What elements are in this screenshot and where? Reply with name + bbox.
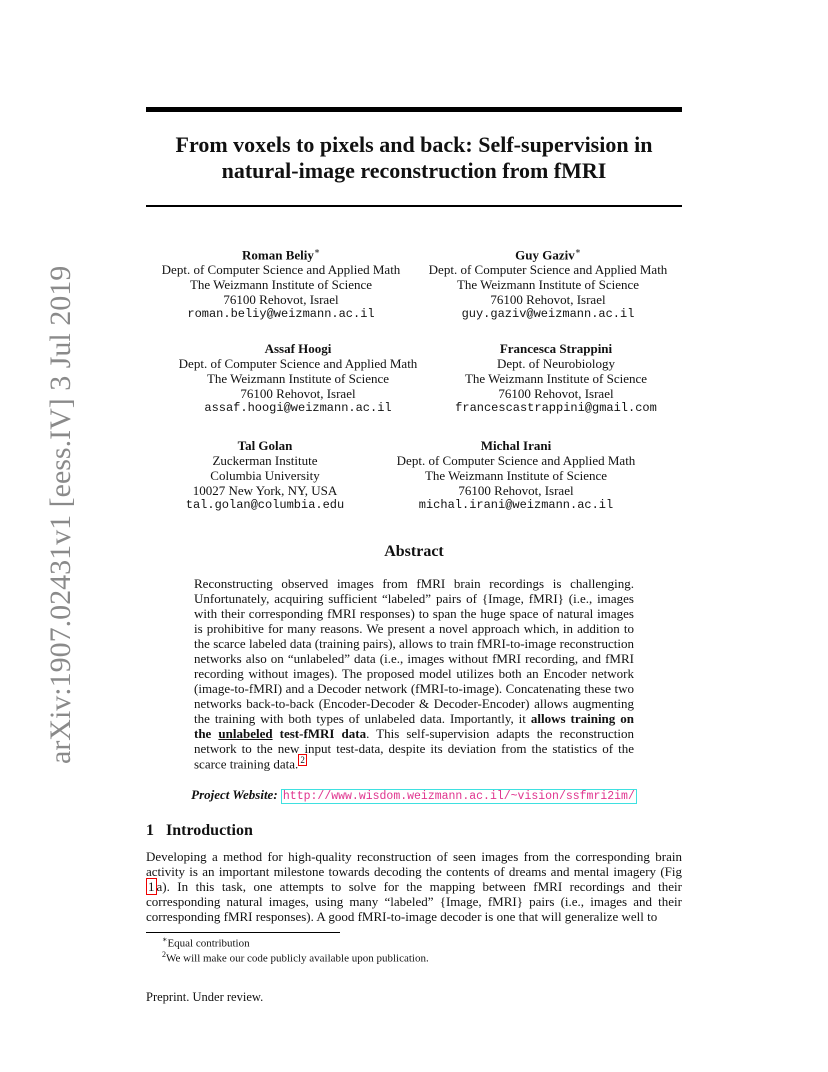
author-affiliation: Dept. of Computer Science and Applied Math xyxy=(178,356,418,371)
author-address: 76100 Rehovot, Israel xyxy=(498,386,614,401)
author-block xyxy=(172,341,424,416)
author-email: roman.beliy@weizmann.ac.il xyxy=(187,307,375,322)
author-address: 76100 Rehovot, Israel xyxy=(240,386,356,401)
website-label: Project Website: xyxy=(191,787,278,802)
author-email: guy.gaziv@weizmann.ac.il xyxy=(461,307,635,322)
footnote-rule xyxy=(146,932,340,933)
author-address: 76100 Rehovot, Israel xyxy=(223,292,339,308)
author-affiliation: Dept. of Computer Science and Applied Math xyxy=(161,262,401,278)
intro-paragraph: Developing a method for high-quality reconstruction of seen images from the corresponding brain activity is an important milestone towards decoding the contents of dreams and mental imagery (Fig 1 a). In this task, one attempts to solve for the mapping between fMRI recordings and their corresponding natural images, using many “labeled” {Image, fMRI} pairs (i.e., images and their corresponding fMRI responses). A good fMRI-to-image decoder is one that will generalize well to xyxy=(146,849,682,924)
author-affiliation: The Weizmann Institute of Science xyxy=(189,277,373,293)
author-block xyxy=(180,438,350,513)
preprint-note: Preprint. Under review. xyxy=(146,990,264,1004)
author-email: francescastrappini@gmail.com xyxy=(455,401,657,415)
author-affiliation: Dept. of Computer Science and Applied Math xyxy=(428,262,668,278)
author-affiliation: The Weizmann Institute of Science xyxy=(464,371,648,386)
author-block xyxy=(422,244,674,322)
footnote: ∗Equal contribution xyxy=(162,935,250,950)
author-email: tal.golan@columbia.edu xyxy=(185,498,345,512)
title-top-rule xyxy=(146,107,682,112)
author-address: 10027 New York, NY, USA xyxy=(192,483,338,498)
author-email: assaf.hoogi@weizmann.ac.il xyxy=(204,401,392,415)
footnote-link[interactable]: 2 xyxy=(300,755,305,765)
abstract-heading: Abstract xyxy=(384,543,444,560)
author-affiliation: Zuckerman Institute xyxy=(212,453,318,468)
author-address: 76100 Rehovot, Israel xyxy=(490,292,606,308)
author-name: Michal Irani xyxy=(480,438,552,453)
author-affiliation: The Weizmann Institute of Science xyxy=(456,277,640,293)
title-bottom-rule xyxy=(146,205,682,207)
website-link[interactable]: http://www.wisdom.weizmann.ac.il/~vision/ssfmri2im/ xyxy=(282,790,635,803)
arxiv-stamp-text: arXiv:1907.02431v1 [eess.IV] 3 Jul 2019 xyxy=(44,265,77,764)
author-name: Roman Beliy∗ xyxy=(242,246,320,263)
arxiv-stamp xyxy=(14,0,86,1072)
footnote: $^2$We will make our code publicly available upon publication. xyxy=(162,950,429,965)
author-affiliation: Dept. of Neurobiology xyxy=(496,356,616,371)
section-number: 1 xyxy=(146,822,154,839)
author-name: Tal Golan xyxy=(237,438,293,453)
author-block xyxy=(155,244,407,322)
project-website xyxy=(146,787,682,803)
section-title: Introduction xyxy=(166,822,253,839)
author-email: michal.irani@weizmann.ac.il xyxy=(418,498,614,512)
author-address: 76100 Rehovot, Israel xyxy=(458,483,574,498)
author-block xyxy=(450,341,662,416)
author-affiliation: The Weizmann Institute of Science xyxy=(206,371,390,386)
author-block xyxy=(390,438,642,513)
author-affiliation: Dept. of Computer Science and Applied Math xyxy=(396,453,636,468)
author-name: Assaf Hoogi xyxy=(264,341,332,356)
author-name: Guy Gaziv∗ xyxy=(515,246,581,263)
abstract-text: Reconstructing observed images from fMRI brain recordings is challenging. Unfortunately, acquiring sufficient “labeled” pairs of {Image, fMRI} (i.e., images with their corresponding fMRI responses) to span the huge space of natural images is prohibitive for many reasons. We present a novel approach which, in addition to the scarce labeled data (training pairs), allows to train fMRI-to-image reconstruction networks also on “unlabeled” data (i.e., images without fMRI recording, and fMRI recording without images). The proposed model utilizes both an Encoder network (image-to-fMRI) and a Decoder network (fMRI-to-image). Concatenating these two networks back-to-back (Encoder-Decoder & Decoder-Encoder) allows augmenting the training with both types of unlabeled data. Importantly, it allows training on the unlabeled test-fMRI data. This self-supervision adapts the reconstruction network to the new input test-data, despite its deviation from the statistics of the scarce training data. $^2$ xyxy=(194,576,634,772)
section-heading xyxy=(146,822,253,840)
figure-link[interactable]: 1 xyxy=(148,879,155,894)
author-affiliation: Columbia University xyxy=(210,468,320,483)
author-name: Francesca Strappini xyxy=(499,341,613,356)
paper-title: From voxels to pixels and back: Self-supervision in natural-image reconstruction from fMRI xyxy=(175,132,653,183)
author-affiliation: The Weizmann Institute of Science xyxy=(424,468,608,483)
